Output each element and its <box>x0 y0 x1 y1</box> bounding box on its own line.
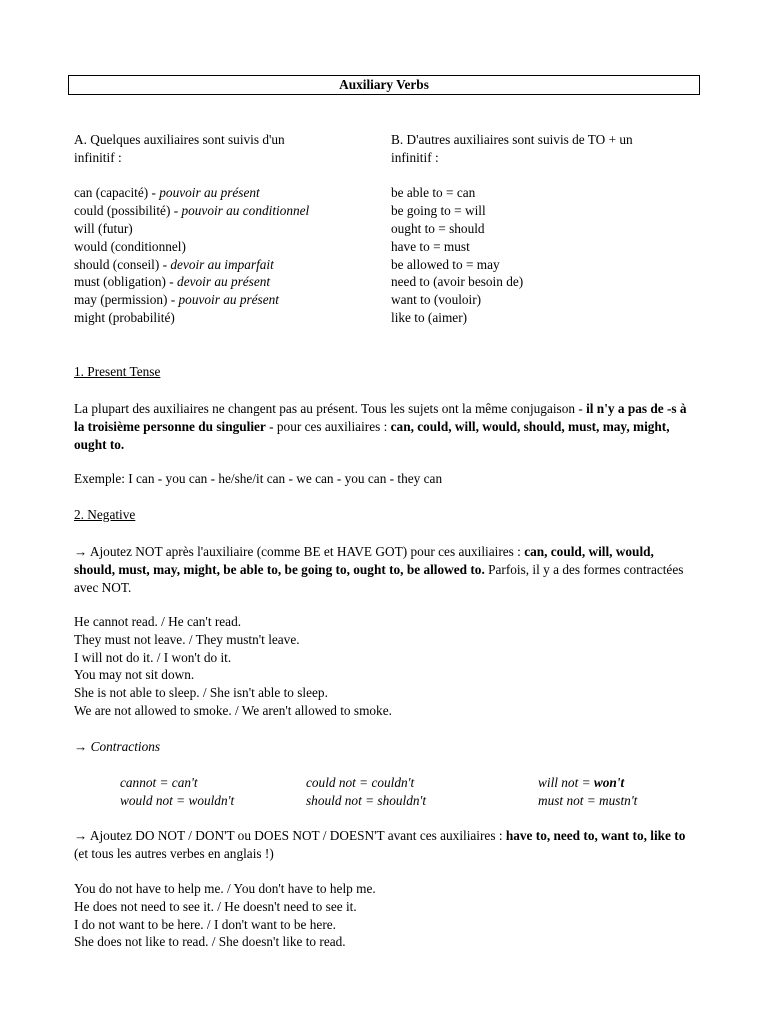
list-item: might (probabilité) <box>74 309 175 325</box>
example-line: You do not have to help me. / You don't have to help me. <box>74 881 376 896</box>
list-item: be able to = can <box>391 185 476 201</box>
list-item: be going to = will <box>391 203 486 219</box>
do-not-paragraph: → Ajoutez DO NOT / DON'T ou DOES NOT / DOESN'T avant ces auxiliaires : have to, need to, want to, like to (et tous les autres verbes en anglais !) <box>74 828 686 861</box>
contraction-will-not: will not = won't <box>538 775 625 790</box>
list-item: would (conditionnel) <box>74 238 186 254</box>
list-item: need to (avoir besoin de) <box>391 274 524 290</box>
example-line: You may not sit down. <box>74 667 195 683</box>
present-paragraph: La plupart des auxiliaires ne changent pas au présent. Tous les sujets ont la même conjugaison - il n'y a pas de -s à la troisième personne du singulier - pour ces auxiliaires : can, could, will, would, should, must, may, might, ought to. <box>74 401 687 452</box>
example-line: He does not need to see it. / He doesn't need to see it. <box>74 898 357 914</box>
list-item: have to = must <box>391 238 470 254</box>
list-item: be allowed to = may <box>391 256 500 272</box>
example-line: We are not allowed to smoke. / We aren't allowed to smoke. <box>74 702 392 718</box>
list-item: ought to = should <box>391 220 485 236</box>
list-item: like to (aimer) <box>391 309 468 325</box>
example-line: She is not able to sleep. / She isn't able to sleep. <box>74 685 328 701</box>
list-item: should (conseil) - devoir au imparfait <box>74 256 274 272</box>
example-line: She does not like to read. / She doesn't like to read. <box>74 934 346 950</box>
list-item: can (capacité) - pouvoir au présent <box>74 185 260 201</box>
do-not-examples <box>74 880 376 951</box>
list-item: must (obligation) - devoir au présent <box>74 274 271 290</box>
contraction-would-not: would not = wouldn't <box>120 793 235 808</box>
list-item: want to (vouloir) <box>391 292 482 308</box>
column-a-heading: A. Quelques auxiliaires sont suivis d'un infinitif : <box>74 132 285 165</box>
list-item: could (possibilité) - pouvoir au conditionnel <box>74 203 310 219</box>
section-heading-present: 1. Present Tense <box>74 364 161 379</box>
column-a <box>74 131 309 327</box>
example-line: He cannot read. / He can't read. <box>74 614 242 629</box>
list-item: may (permission) - pouvoir au présent <box>74 292 279 308</box>
contraction-cannot: cannot = can't <box>120 775 198 790</box>
page-title: Auxiliary Verbs <box>68 75 700 95</box>
negative-paragraph: → Ajoutez NOT après l'auxiliaire (comme BE et HAVE GOT) pour ces auxiliaires : can, could, will, would, should, must, may, might, be able to, be going to, ought to, be allowed to. Parfois, il y a des formes contractées avec NOT. <box>74 544 684 595</box>
contractions-label: → Contractions <box>74 739 161 754</box>
contraction-must-not: must not = mustn't <box>538 793 638 808</box>
example-line: They must not leave. / They mustn't leave. <box>74 631 300 647</box>
example-line: I will not do it. / I won't do it. <box>74 649 232 665</box>
column-b-heading: B. D'autres auxiliaires sont suivis de TO + un infinitif : <box>391 132 633 165</box>
list-item: will (futur) <box>74 220 133 236</box>
contraction-should-not: should not = shouldn't <box>306 793 427 808</box>
example-line: I do not want to be here. / I don't want to be here. <box>74 916 336 932</box>
present-example: Exemple: I can - you can - he/she/it can - we can - you can - they can <box>74 471 443 486</box>
section-heading-negative: 2. Negative <box>74 507 136 522</box>
negative-examples <box>74 613 392 720</box>
contraction-could-not: could not = couldn't <box>306 775 415 790</box>
column-b <box>391 131 633 327</box>
